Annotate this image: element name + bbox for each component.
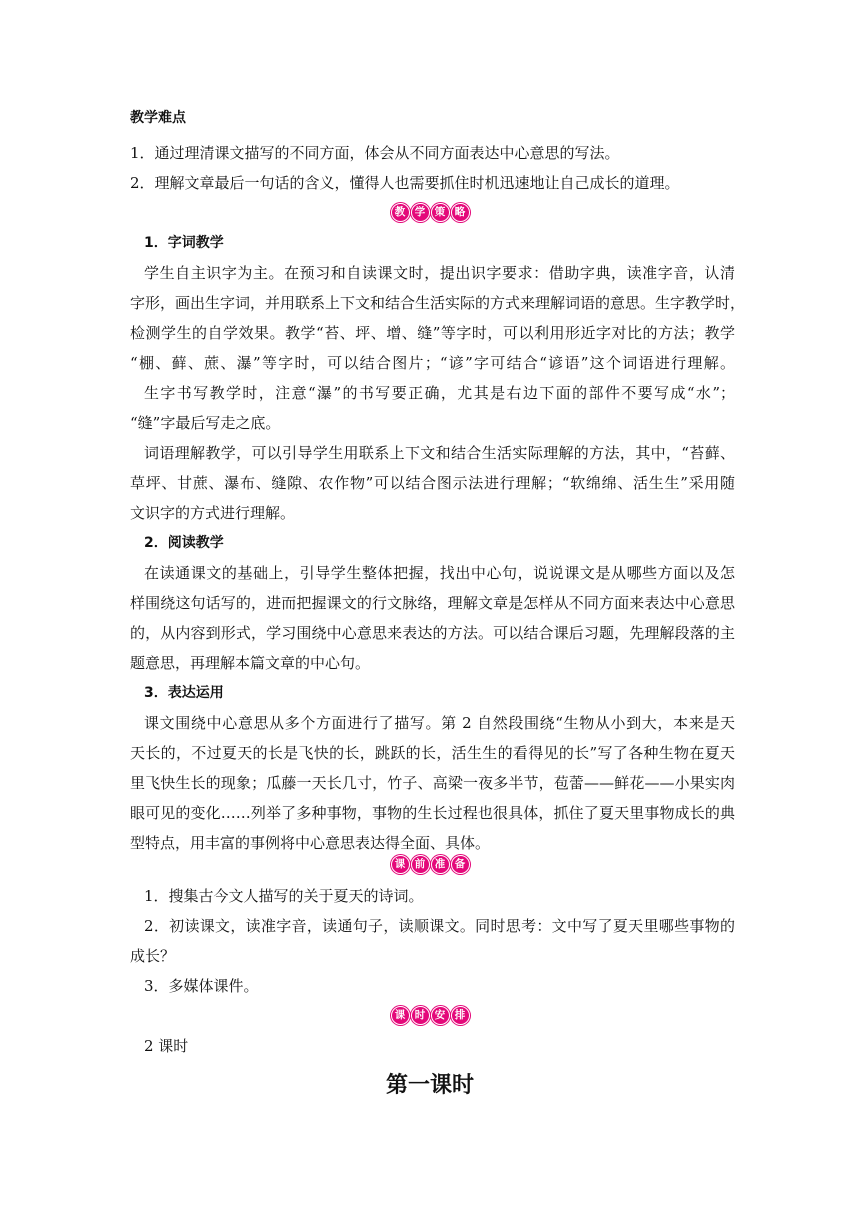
section-title-reading: 2．阅读教学 <box>144 535 224 551</box>
badge-char: 备 <box>451 855 470 874</box>
paragraph-line: 学生自主识字为主。在预习和自读课文时，提出识字要求：借助字典，读准字音，认清 <box>144 264 735 282</box>
strategy-badge <box>0 203 860 225</box>
badge-char: 时 <box>411 1006 430 1025</box>
prep-item: 2．初读课文，读准字音，读通句子，读顺课文。同时思考：文中写了夏天里哪些事物的 <box>144 917 735 935</box>
difficulty-title: 教学难点 <box>130 110 186 126</box>
badge-char: 学 <box>411 203 430 222</box>
paragraph-line: 生字书写教学时，注意“瀑”的书写要正确，尤其是右边下面的部件不要写成“水”； <box>144 384 735 402</box>
badge-char: 略 <box>451 203 470 222</box>
paragraph-line: 的，从内容到形式，学习围绕中心意思来表达的方法。可以结合课后习题，先理解段落的主 <box>130 624 735 642</box>
badge-char: 教 <box>391 203 410 222</box>
paragraph-line: 里飞快生长的现象；瓜藤一天长几寸，竹子、高梁一夜多半节，苞蕾——鲜花——小果实肉 <box>130 774 735 792</box>
section-title-vocab: 1．字词教学 <box>144 235 224 251</box>
difficulty-item: 1．通过理清课文描写的不同方面，体会从不同方面表达中心意思的写法。 <box>130 144 620 162</box>
difficulty-item: 2．理解文章最后一句话的含义，懂得人也需要抓住时机迅速地让自己成长的道理。 <box>130 174 680 192</box>
prep-badge <box>0 855 860 877</box>
paragraph-line: 草坪、甘蔗、瀑布、缝隙、农作物”可以结合图示法进行理解；“软绵绵、活生生”采用随 <box>130 474 735 492</box>
prep-item-cont: 成长？ <box>130 947 176 965</box>
schedule-badge <box>0 1006 860 1028</box>
badge-char: 安 <box>431 1006 450 1025</box>
paragraph-line: “棚、藓、蔗、瀑”等字时，可以结合图片；“谚”字可结合“谚语”这个词语进行理解。 <box>130 354 735 372</box>
paragraph-line: 字形，画出生字词，并用联系上下文和结合生活实际的方式来理解词语的意思。生字教学时， <box>130 294 746 312</box>
section-title-expression: 3．表达运用 <box>144 685 224 701</box>
prep-item: 3．多媒体课件。 <box>144 977 259 995</box>
paragraph-line: 课文围绕中心意思从多个方面进行了描写。第 2 自然段围绕“生物从小到大，本来是天 <box>144 714 735 732</box>
paragraph-line: 眼可见的变化……列举了多种事物，事物的生长过程也很具体，抓住了夏天里事物成长的典 <box>130 804 735 822</box>
paragraph-line: 词语理解教学，可以引导学生用联系上下文和结合生活实际理解的方法，其中，“苔藓、 <box>144 444 735 462</box>
paragraph-line: 检测学生的自学效果。教学“苔、坪、增、缝”等字时，可以利用形近字对比的方法；教学 <box>130 324 735 342</box>
paragraph-line: 天长的，不过夏天的长是飞快的长，跳跃的长，活生生的看得见的长”写了各种生物在夏天 <box>130 744 735 762</box>
paragraph-line: 文识字的方式进行理解。 <box>130 504 296 522</box>
paragraph-line: 型特点，用丰富的事例将中心意思表达得全面、具体。 <box>130 834 491 852</box>
paragraph-line: 样围绕这句话写的，进而把握课文的行文脉络，理解文章是怎样从不同方面来表达中心意思 <box>130 594 735 612</box>
badge-char: 策 <box>431 203 450 222</box>
badge-char: 排 <box>451 1006 470 1025</box>
lesson-hours: 2 课时 <box>144 1037 189 1055</box>
badge-char: 课 <box>391 855 410 874</box>
paragraph-line: 在读通课文的基础上，引导学生整体把握，找出中心句，说说课文是从哪些方面以及怎 <box>144 564 735 582</box>
paragraph-line: “缝”字最后写走之底。 <box>130 414 281 432</box>
badge-char: 准 <box>431 855 450 874</box>
lesson-title: 第一课时 <box>385 1073 474 1098</box>
badge-char: 前 <box>411 855 430 874</box>
paragraph-line: 题意思，再理解本篇文章的中心句。 <box>130 654 371 672</box>
prep-item: 1．搜集古今文人描写的关于夏天的诗词。 <box>144 887 424 905</box>
badge-char: 课 <box>391 1006 410 1025</box>
